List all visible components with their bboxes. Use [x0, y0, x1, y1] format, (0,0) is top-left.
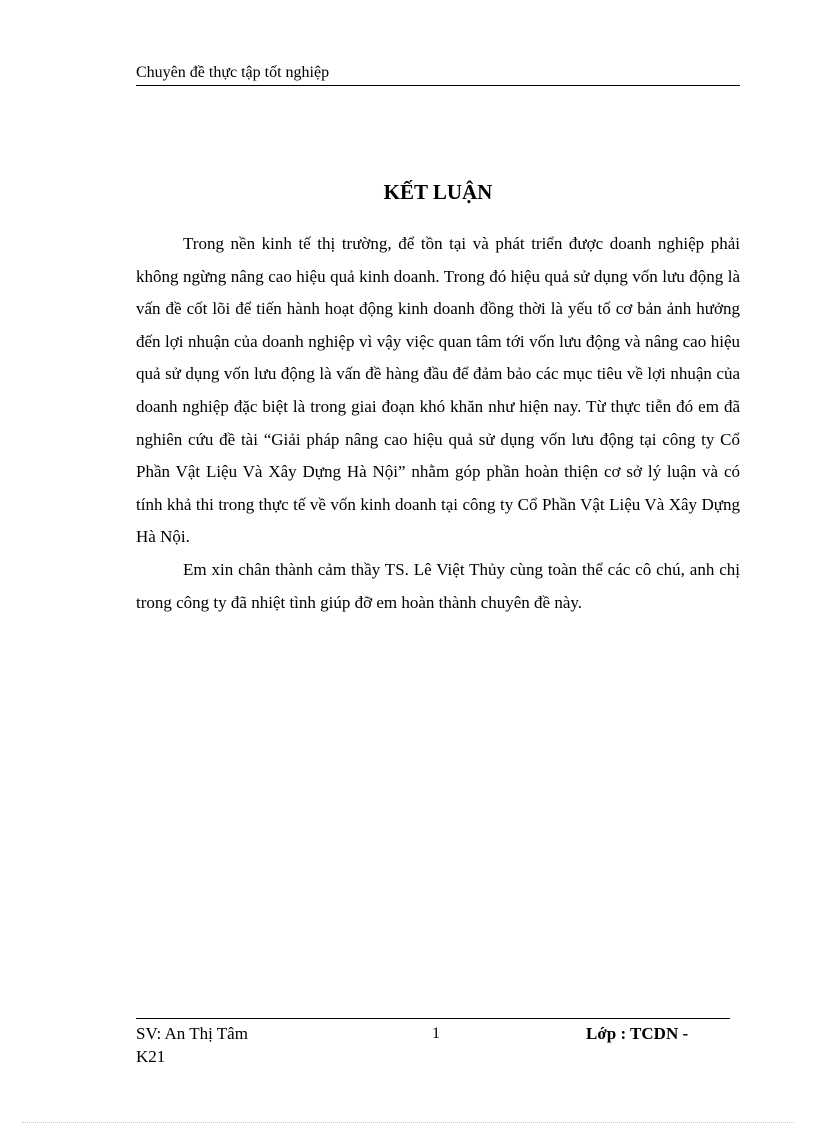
paragraph-acknowledgement: Em xin chân thành cảm thầy TS. Lê Việt Thủy cùng toàn thể các cô chú, anh chị trong công ty đã nhiệt tình giúp đỡ em hoàn thành chuyên đề này.: [136, 559, 740, 612]
page-header: [136, 62, 740, 86]
header-title: Chuyên đề thực tập tốt nghiệp: [136, 64, 330, 81]
footer-student: [136, 1022, 248, 1068]
paragraph-conclusion: Trong nền kinh tế thị trường, để tồn tại và phát triển được doanh nghiệp phải không ngừng nâng cao hiệu quả kinh doanh. Trong đó hiệu quả sử dụng vốn lưu động là vấn đề cốt lõi để tiến hành hoạt động kinh doanh đồng thời là yếu tố cơ bản ảnh hưởng đến lợi nhuận của doanh nghiệp vì vậy việc quan tâm tới vốn lưu động và nâng cao hiệu quả sử dụng vốn lưu động là vấn đề hàng đầu để đảm bảo các mục tiêu về lợi nhuận của doanh nghiệp đặc biệt là trong giai đoạn khó khăn như hiện nay. Từ thực tiễn đó em đã nghiên cứu đề tài “Giải pháp nâng cao hiệu quả sử dụng vốn lưu động tại công ty Cổ Phần Vật Liệu Và Xây Dựng Hà Nội” nhằm góp phần hoàn thiện cơ sở lý luận và có tính khả thi trong thực tế về vốn kinh doanh tại công ty Cổ Phần Vật Liệu Và Xây Dựng Hà Nội.: [136, 234, 740, 547]
student-name: SV: An Thị Tâm: [136, 1024, 248, 1043]
section-title: KẾT LUẬN: [383, 180, 493, 204]
body-text: [136, 228, 740, 619]
student-cohort: K21: [136, 1047, 166, 1066]
page-number: 1: [432, 1025, 440, 1042]
footer-divider: [136, 1018, 730, 1019]
class-label: Lớp : TCDN -: [586, 1024, 689, 1043]
